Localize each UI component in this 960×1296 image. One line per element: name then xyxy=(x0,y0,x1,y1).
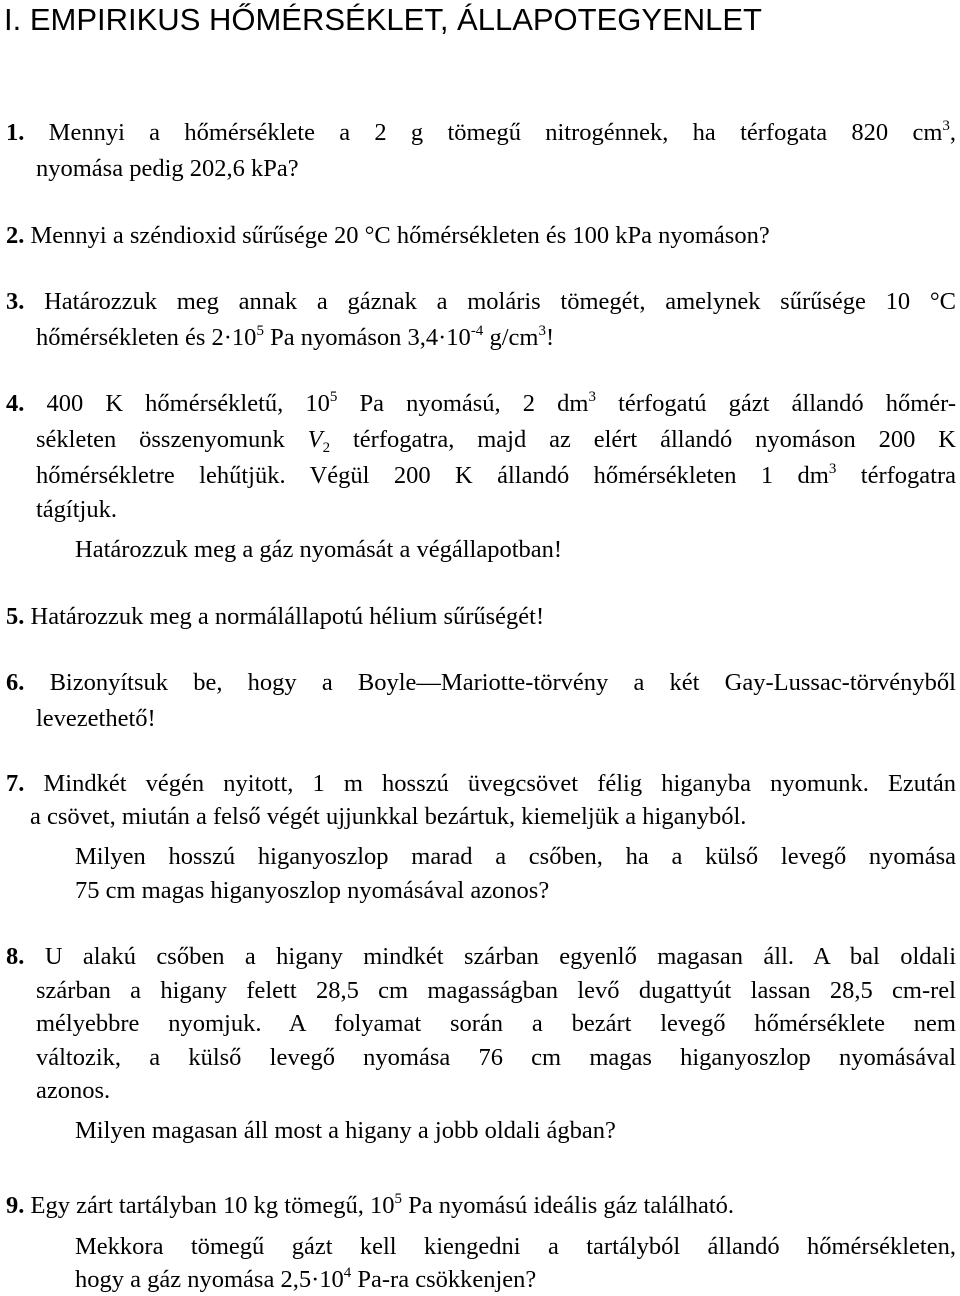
problem-number: 6. xyxy=(6,669,25,696)
problem-7-question-line-1: Milyen hosszú higanyoszlop marad a csőben, ha a külső levegő nyomása xyxy=(75,843,956,870)
problem-number: 2. xyxy=(6,222,25,249)
problem-3-line-1: 3. Határozzuk meg annak a gáznak a moláris tömegét, amelynek sűrűsége 10 °C xyxy=(6,288,956,315)
problem-number: 8. xyxy=(6,943,25,970)
problem-9-question-line-2: hogy a gáz nyomása $2,5\cdot 10^4$ Pa-ra csökkenjen? xyxy=(75,1265,537,1293)
problem-number: 3. xyxy=(6,288,25,315)
problem-7-question-line-2: 75 cm magas higanyoszlop nyomásával azonos? xyxy=(75,877,550,904)
problem-5-line-1: 5. Határozzuk meg a normálállapotú hélium sűrűségét! xyxy=(6,603,545,630)
problem-3-line-2: hőmérsékleten és $2\cdot 10^5$ Pa nyomáson $3,4\cdot 10^{-4}$ $g/cm^3$! xyxy=(36,323,555,351)
problem-4-line-1: 4. 400 K hőmérsékletű, $10^5$ Pa nyomású, 2 $dm^3$ térfogatú gázt állandó hőmér- xyxy=(6,389,957,417)
page-title: I. EMPIRIKUS HŐMÉRSÉKLET, ÁLLAPOTEGYENLET xyxy=(4,2,762,37)
problem-7-line-1: 7. Mindkét végén nyitott, 1 m hosszú üvegcsövet félig higanyba nyomunk. Ezután xyxy=(6,770,956,797)
problem-8-line-4: változik, a külső levegő nyomása 76 cm magas higanyoszlop nyomásával xyxy=(36,1044,956,1071)
problem-1-line-2: nyomása pedig 202,6 kPa? xyxy=(36,155,299,182)
problem-4-question: Határozzuk meg a gáz nyomását a végállapotban! xyxy=(75,536,563,563)
problem-4-line-2: sékleten összenyomunk $V_2$ térfogatra, majd az elért állandó nyomáson 200 K xyxy=(36,426,956,456)
problem-2-line-1: 2. Mennyi a széndioxid sűrűsége 20 °C hőmérsékleten és 100 kPa nyomáson? xyxy=(6,222,770,249)
problem-8-question: Milyen magasan áll most a higany a jobb oldali ágban? xyxy=(75,1117,616,1144)
problem-4-line-4: tágítjuk. xyxy=(36,496,117,523)
problem-number: 4. xyxy=(6,390,25,417)
problem-7-line-2: a csövet, miután a felső végét ujjunkkal bezártuk, kiemeljük a higanyból. xyxy=(30,803,747,830)
problem-9-question-line-1: Mekkora tömegű gázt kell kiengedni a tartályból állandó hőmérsékleten, xyxy=(75,1233,956,1260)
problem-9-line-1: 9. Egy zárt tartályban 10 kg tömegű, $10^5$ Pa nyomású ideális gáz található. xyxy=(6,1191,735,1219)
problem-6-line-1: 6. Bizonyítsuk be, hogy a Boyle—Mariotte-törvény a két Gay-Lussac-törvényből xyxy=(6,669,956,696)
problem-number: 5. xyxy=(6,603,25,630)
problem-number: 1. xyxy=(6,119,25,146)
problem-4-line-3: hőmérsékletre lehűtjük. Végül 200 K állandó hőmérsékleten 1 $dm^3$ térfogatra xyxy=(36,461,956,489)
problem-1-line-1: 1. Mennyi a hőmérséklete a 2 g tömegű nitrogénnek, ha térfogata 820 $cm^3$, xyxy=(6,118,957,146)
problem-number: 7. xyxy=(6,770,25,797)
problem-number: 9. xyxy=(6,1192,25,1219)
problem-8-line-1: 8. U alakú csőben a higany mindkét szárban egyenlő magasan áll. A bal oldali xyxy=(6,943,957,970)
problem-8-line-5: azonos. xyxy=(36,1077,111,1104)
problem-8-line-2: szárban a higany felett 28,5 cm magasságban levő dugattyút lassan 28,5 cm-rel xyxy=(36,977,956,1004)
problem-6-line-2: levezethető! xyxy=(36,705,156,732)
problem-8-line-3: mélyebbre nyomjuk. A folyamat során a bezárt levegő hőmérséklete nem xyxy=(36,1010,956,1037)
